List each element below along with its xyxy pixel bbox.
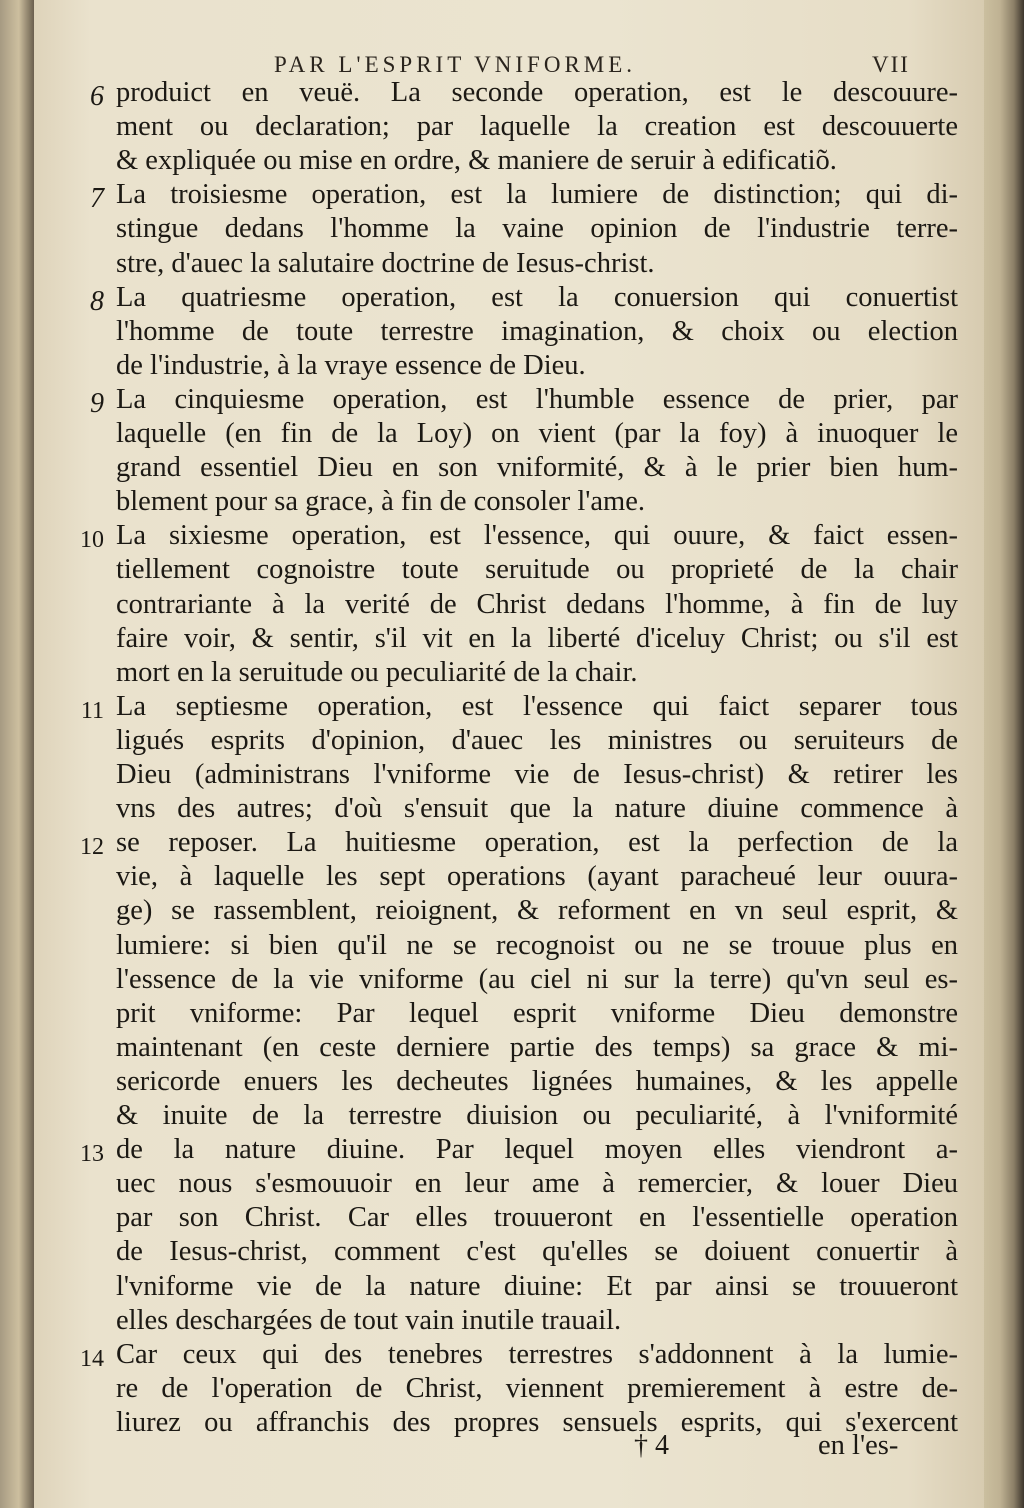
text-line: La septiesme operation, est l'essence qui faict separer tous (116, 690, 958, 722)
text-line: & expliquée ou mise en ordre, & maniere de seruir à edificatiõ. (116, 145, 837, 177)
text-line: Dieu (administrans l'vniforme vie de Iesus-christ) & retirer les (116, 759, 958, 790)
text-line: grand essentiel Dieu en son vniformité, & à le prier bien hum- (116, 452, 958, 484)
text-line: l'vniforme vie de la nature diuine: Et par ainsi se trouueront (116, 1270, 958, 1302)
text-line: mort en la seruitude ou peculiarité de la chair. (116, 656, 638, 688)
text-line: produict en veuë. La seconde operation, est le descouure- (116, 77, 958, 108)
paragraph-number: 8 (90, 285, 104, 317)
text-line: maintenant (en ceste derniere partie des temps) sa grace & mi- (116, 1031, 958, 1063)
paragraph-number: 7 (90, 183, 104, 215)
text-line: ligués esprits d'opinion, d'auec les ministres ou seruiteurs de (116, 724, 958, 756)
page-gutter-shadow (984, 0, 1024, 1508)
book-page (34, 0, 984, 1508)
paragraph-number: 11 (80, 697, 104, 724)
text-line: contrariante à la verité de Christ dedans l'homme, à fin de luy (116, 588, 958, 620)
text-line: La quatriesme operation, est la conuersion qui conuertist (116, 281, 958, 313)
text-line: l'homme de toute terrestre imagination, & choix ou election (116, 315, 958, 347)
text-line: La sixiesme operation, est l'essence, qui ouure, & faict essen- (116, 520, 958, 552)
running-title: PAR L'ESPRIT VNIFORME. (274, 52, 637, 77)
text-line: lumiere: si bien qu'il ne se recognoist ou ne se trouue plus en (116, 929, 958, 961)
text-line: se reposer. La huitiesme operation, est la perfection de la (116, 827, 958, 859)
facing-page-edge (0, 0, 34, 1508)
paragraph-number: 9 (90, 387, 104, 419)
text-line: laquelle (en fin de la Loy) on vient (par la foy) à inuoquer le (116, 418, 958, 449)
text-line: Car ceux qui des tenebres terrestres s'addonnent à la lumie- (116, 1338, 958, 1370)
text-line: re de l'operation de Christ, viennent premierement à estre de- (116, 1372, 958, 1404)
text-line: liurez ou affranchis des propres sensuels esprits, qui s'exercent (116, 1406, 958, 1438)
paragraph-number: 10 (80, 527, 104, 554)
text-line: stingue dedans l'homme la vaine opinion de l'industrie terre- (116, 213, 958, 245)
text-line: uec nous s'esmouuoir en leur ame à remercier, & louer Dieu (116, 1168, 958, 1200)
text-line: ge) se rassemblent, reioignent, & reforment en vn seul esprit, & (116, 895, 958, 927)
text-line: prit vniforme: Par lequel esprit vniforme Dieu demonstre (116, 997, 958, 1029)
text-line: faire voir, & sentir, s'il vit en la liberté d'iceluy Christ; ou s'il est (116, 622, 958, 654)
catchword: en l'es- (818, 1430, 899, 1461)
paragraph-number: 13 (80, 1141, 104, 1168)
page-footer (34, 1430, 984, 1470)
text-line: ment ou declaration; par laquelle la creation est descouuerte (116, 111, 958, 143)
text-line: blement pour sa grace, à fin de consoler l'ame. (116, 486, 646, 518)
text-line: de la nature diuine. Par lequel moyen elles viendront a- (116, 1134, 958, 1166)
paragraph-number: 14 (80, 1345, 104, 1372)
text-line: vie, à laquelle les sept operations (ayant paracheué leur ouura- (116, 861, 958, 893)
text-line: l'essence de la vie vniforme (au ciel ni sur la terre) qu'vn seul es- (116, 963, 958, 995)
signature-mark: † 4 (634, 1430, 669, 1461)
text-line: stre, d'auec la salutaire doctrine de Iesus-christ. (116, 247, 655, 279)
text-line: de l'industrie, à la vraye essence de Dieu. (116, 349, 586, 381)
text-line: sericorde enuers les decheutes lignées humaines, & les appelle (116, 1065, 958, 1097)
text-line: de Iesus-christ, comment c'est qu'elles se doiuent conuertir à (116, 1236, 958, 1268)
text-line: elles deschargées de tout vain inutile trauail. (116, 1304, 622, 1336)
paragraph-number: 12 (80, 834, 104, 861)
text-line: & inuite de la terrestre diuision ou peculiarité, à l'vniformité (116, 1100, 958, 1131)
text-line: La troisiesme operation, est la lumiere de distinction; qui di- (116, 179, 958, 211)
text-line: tiellement cognoistre toute seruitude ou proprieté de la chair (116, 554, 958, 586)
text-line: par son Christ. Car elles trouueront en l'essentielle operation (116, 1202, 958, 1234)
folio-number: VII (872, 52, 910, 77)
text-line: vns des autres; d'où s'ensuit que la nature diuine commence à (116, 793, 958, 825)
paragraph-number: 6 (90, 81, 104, 112)
text-line: La cinquiesme operation, est l'humble essence de prier, par (116, 383, 958, 415)
